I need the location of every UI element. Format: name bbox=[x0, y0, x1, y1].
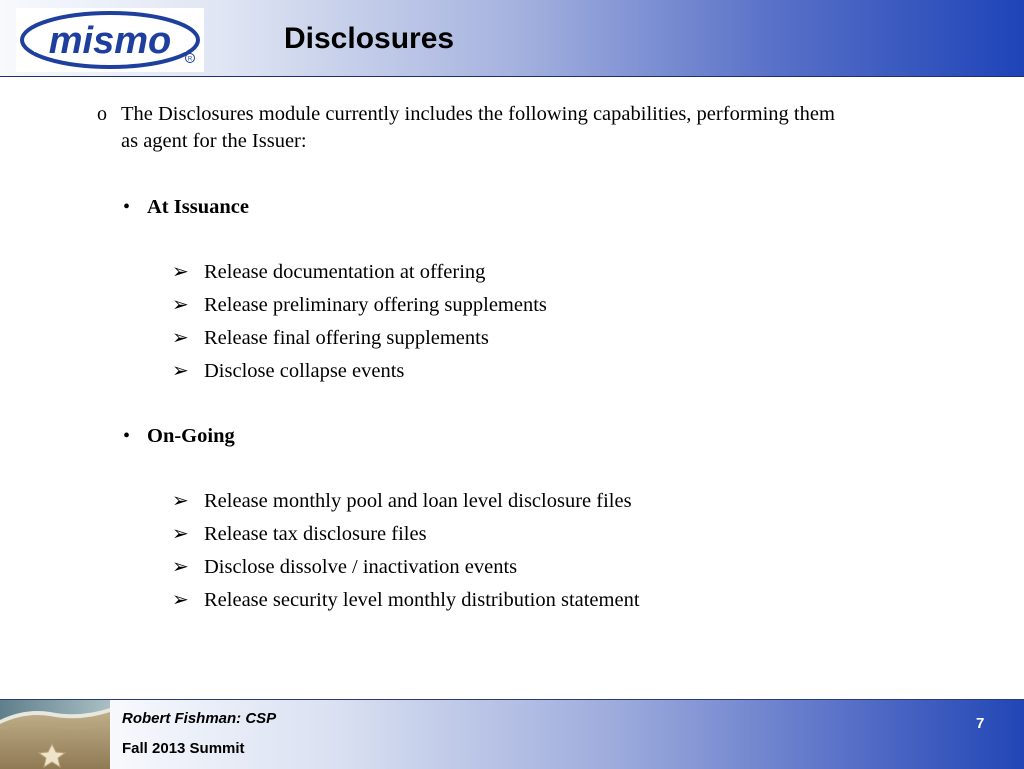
list-item: Release monthly pool and loan level disclosure files bbox=[204, 490, 632, 512]
svg-text:mismo: mismo bbox=[48, 20, 172, 62]
intro-line-2: as agent for the Issuer: bbox=[121, 130, 307, 152]
presenter-name: Robert Fishman: CSP bbox=[122, 710, 277, 727]
list-item: Release tax disclosure files bbox=[204, 523, 427, 545]
list-item: Release preliminary offering supplements bbox=[204, 294, 547, 316]
mismo-logo bbox=[16, 8, 204, 72]
arrow-bullet-icon: ➢ bbox=[172, 490, 189, 512]
intro-line-1: The Disclosures module currently includes the following capabilities, performing them bbox=[121, 103, 835, 125]
section-heading-on-going: On-Going bbox=[147, 425, 235, 447]
slide-header bbox=[0, 0, 1024, 77]
arrow-bullet-icon: ➢ bbox=[172, 294, 189, 316]
arrow-bullet-icon: ➢ bbox=[172, 556, 189, 578]
arrow-bullet-icon: ➢ bbox=[172, 360, 189, 382]
arrow-bullet-icon: ➢ bbox=[172, 523, 189, 545]
list-item: Release final offering supplements bbox=[204, 327, 489, 349]
section-heading-at-issuance: At Issuance bbox=[147, 196, 249, 218]
page-number: 7 bbox=[976, 715, 985, 732]
bullet-icon: • bbox=[123, 425, 131, 447]
arrow-bullet-icon: ➢ bbox=[172, 327, 189, 349]
arrow-bullet-icon: ➢ bbox=[172, 589, 189, 611]
event-name: Fall 2013 Summit bbox=[122, 740, 245, 757]
beach-starfish-image bbox=[0, 700, 110, 769]
list-item: Disclose collapse events bbox=[204, 360, 405, 382]
slide-title: Disclosures bbox=[284, 22, 455, 55]
list-item: Release security level monthly distribution statement bbox=[204, 589, 640, 611]
list-item: Release documentation at offering bbox=[204, 261, 486, 283]
list-item: Disclose dissolve / inactivation events bbox=[204, 556, 518, 578]
intro-bullet-icon: o bbox=[97, 103, 107, 125]
arrow-bullet-icon: ➢ bbox=[172, 261, 189, 283]
svg-text:R: R bbox=[187, 56, 193, 63]
bullet-icon: • bbox=[123, 196, 131, 218]
